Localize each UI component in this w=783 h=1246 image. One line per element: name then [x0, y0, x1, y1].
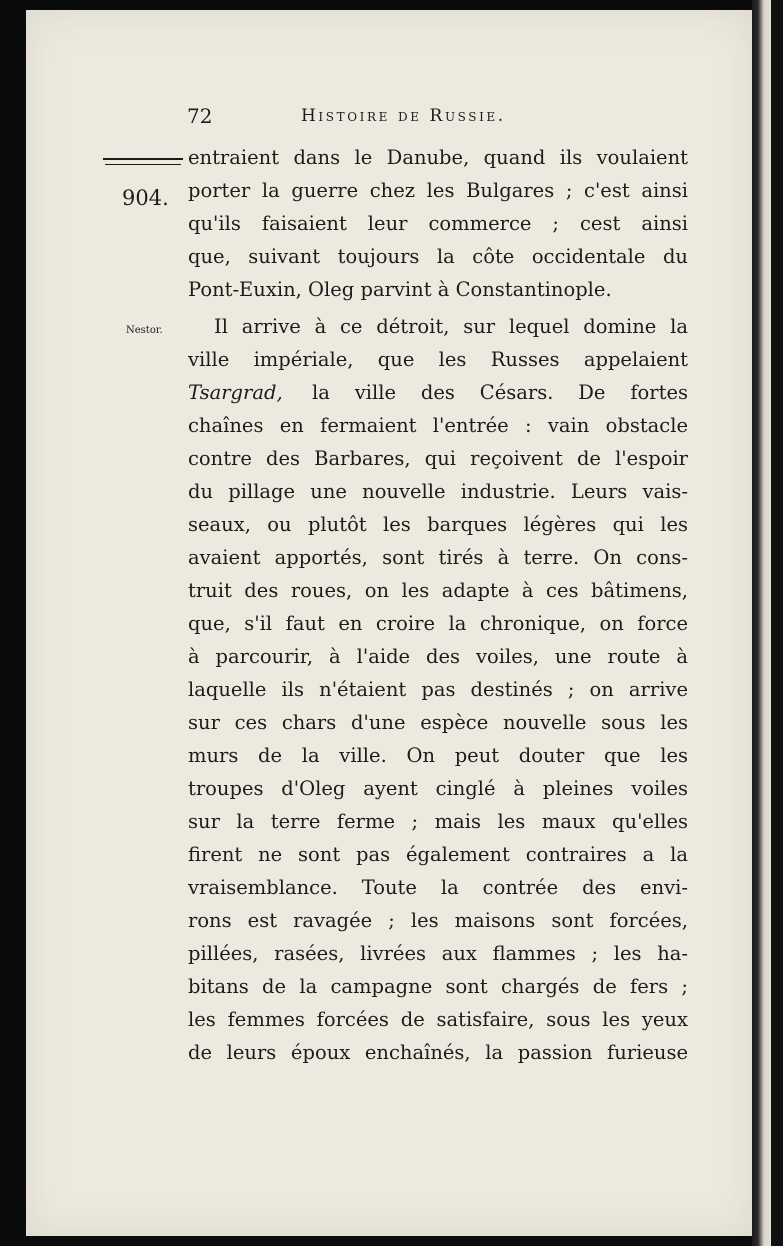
text-line: du pillage une nouvelle industrie. Leurs vais- [188, 480, 688, 503]
margin-source-note: Nestor. [126, 325, 163, 336]
scan-border [771, 0, 783, 1246]
text-line: bitans de la campagne sont chargés de fers ; [188, 975, 688, 998]
page-number: 72 [187, 104, 213, 128]
section-rule-thin [105, 164, 181, 165]
text-line: troupes d'Oleg ayent cinglé à pleines voiles [188, 777, 688, 800]
text-line: firent ne sont pas également contraires a la [188, 843, 688, 866]
text-line: que, suivant toujours la côte occidentale du [188, 245, 688, 268]
text-line: la ville des Césars. De fortes [312, 381, 688, 404]
text-line: à parcourir, à l'aide des voiles, une route à [188, 645, 688, 668]
text-line: entraient dans le Danube, quand ils voulaient [188, 146, 688, 169]
text-line: vraisemblance. Toute la contrée des envi- [188, 876, 688, 899]
text-line: seaux, ou plutôt les barques légères qui les [188, 513, 688, 536]
text-line: laquelle ils n'étaient pas destinés ; on arrive [188, 678, 688, 701]
text-line: pillées, rasées, livrées aux flammes ; les ha- [188, 942, 688, 965]
text-line: chaînes en fermaient l'entrée : vain obstacle [188, 414, 688, 437]
text-line: contre des Barbares, qui reçoivent de l'espoir [188, 447, 688, 470]
page-header-title: Histoire de Russie. [301, 106, 506, 126]
text-line: sur ces chars d'une espèce nouvelle sous les [188, 711, 688, 734]
text-line: avaient apportés, sont tirés à terre. On cons- [188, 546, 688, 569]
text-line: porter la guerre chez les Bulgares ; c'est ainsi [188, 179, 688, 202]
text-line: Pont-Euxin, Oleg parvint à Constantinople. [188, 278, 612, 301]
text-line: sur la terre ferme ; mais les maux qu'elles [188, 810, 688, 833]
italic-word: Tsargrad, [188, 381, 283, 404]
text-line: les femmes forcées de satisfaire, sous les yeux [188, 1008, 688, 1031]
running-head [187, 104, 577, 134]
text-line: que, s'il faut en croire la chronique, on force [188, 612, 688, 635]
text-line: Il arrive à ce détroit, sur lequel domine la [214, 315, 688, 338]
section-rule [103, 158, 183, 160]
text-line: murs de la ville. On peut douter que les [188, 744, 688, 767]
text-line: de leurs époux enchaînés, la passion furieuse [188, 1041, 688, 1064]
text-line: rons est ravagée ; les maisons sont forcées, [188, 909, 688, 932]
text-line: ville impériale, que les Russes appelaient [188, 348, 688, 371]
text-line: qu'ils faisaient leur commerce ; cest ainsi [188, 212, 688, 235]
margin-year: 904. [122, 186, 169, 210]
text-line: truit des roues, on les adapte à ces bâtimens, [188, 579, 688, 602]
